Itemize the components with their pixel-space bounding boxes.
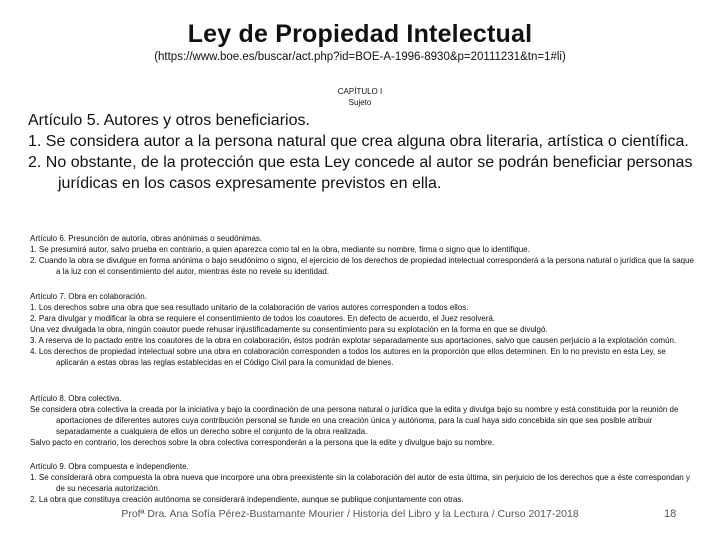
article-7-paragraph-3: 3. A reserva de lo pactado entre los coautores de la obra en colaboración, éstos podrán explotar separadamente sus aportaciones, salvo que causen perjuicio a la explotación común. [30,336,677,345]
article-6 [30,233,700,277]
article-5-heading: Artículo 5. Autores y otros beneficiarios. [28,112,310,129]
article-6-paragraph-1: 1. Se presumirá autor, salvo prueba en contrario, a quien aparezca como tal en la obra, mediante su nombre, firma o signo que lo identifique. [30,245,530,254]
article-8-paragraph-2: Salvo pacto en contrario, los derechos sobre la obra colectiva corresponderán a la persona que la edite y divulgue bajo su nombre. [30,438,495,447]
article-9-paragraph-2: 2. La obra que constituya creación autónoma se considerará independiente, aunque se publique conjuntamente con otras. [30,495,464,504]
article-9-paragraph-1: 1. Se considerará obra compuesta la obra nueva que incorpore una obra preexistente sin la colaboración del autor de esta última, sin perjuicio de los derechos que a éste correspondan y de su necesaria autorización. [30,473,690,493]
article-6-heading: Artículo 6. Presunción de autoría, obras anónimas o seudónimas. [30,234,263,243]
chapter-subject: Sujeto [348,98,372,107]
article-8-heading: Artículo 8. Obra colectiva. [30,394,122,403]
article-8 [30,393,700,448]
article-7-paragraph-2: 2. Para divulgar y modificar la obra se requiere el consentimiento de todos los coautores. En defecto de acuerdo, el Juez resolverá. [30,314,496,323]
footer-credit: Profª Dra. Ana Sofía Pérez-Bustamante Mourier / Historia del Libro y la Lectura / Curso 2017-2018 [121,508,579,520]
article-7-paragraph-4: 4. Los derechos de propiedad intelectual sobre una obra en colaboración corresponden a todos los autores en la proporción que ellos determinen. En lo no previsto en esta Ley, se aplicarán a estas obras las reglas establecidas en el Código Civil para la comunidad de bienes. [30,347,666,367]
article-9-heading: Artículo 9. Obra compuesta e independiente. [30,462,189,471]
article-5-paragraph-1: 1. Se considera autor a la persona natural que crea alguna obra literaria, artística o científica. [28,133,689,150]
source-url: (https://www.boe.es/buscar/act.php?id=BOE-A-1996-8930&p=20111231&tn=1#li) [154,51,566,63]
article-6-paragraph-2: 2. Cuando la obra se divulgue en forma anónima o bajo seudónimo o signo, el ejercicio de los derechos de propiedad intelectual corresponderá a la persona natural o jurídica que la saque a la luz con el consentimiento del autor, mientras éste no revele su identidad. [30,256,694,276]
article-5-paragraph-2: 2. No obstante, de la protección que esta Ley concede al autor se podrán beneficiar personas jurídicas en los casos expresamente previstos en ella. [28,154,693,192]
article-9 [30,461,700,505]
page-title: Ley de Propiedad Intelectual [187,20,533,48]
page-number: 18 [664,508,677,520]
article-7-heading: Artículo 7. Obra en colaboración. [30,292,147,301]
chapter-heading [0,86,720,108]
chapter-number: CAPÍTULO I [337,87,383,96]
article-5 [28,110,700,194]
article-7 [30,291,700,368]
article-8-paragraph-1: Se considera obra colectiva la creada por la iniciativa y bajo la coordinación de una persona natural o jurídica que la edita y divulga bajo su nombre y está constituida por la reunión de aportaciones de diferentes autores cuya contribución personal se funde en una creación única y autónoma, para la cual haya sido concebida sin que sea posible atribuir separadamente a cualquiera de ellos un derecho sobre el conjunto de la obra realizada. [30,405,679,436]
article-7-paragraph-2b: Una vez divulgada la obra, ningún coautor puede rehusar injustificadamente su consentimiento para su explotación en la forma en que se divulgó. [30,325,548,334]
article-7-paragraph-1: 1. Los derechos sobre una obra que sea resultado unitario de la colaboración de varios autores corresponden a todos ellos. [30,303,469,312]
